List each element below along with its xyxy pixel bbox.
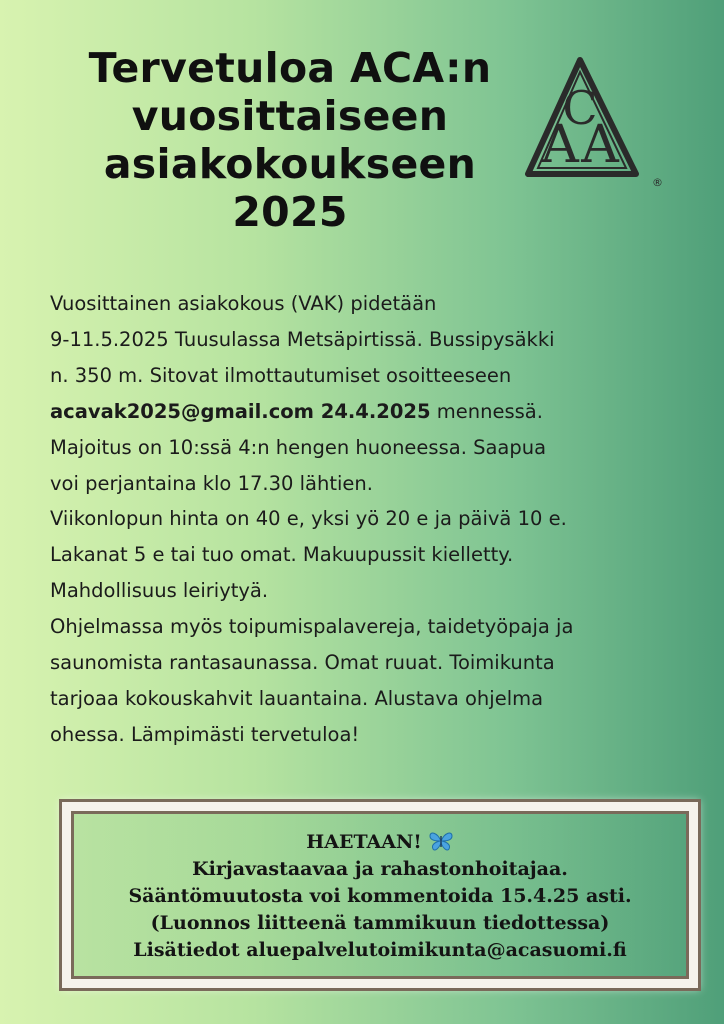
logo-letter-a2: A bbox=[581, 115, 619, 175]
notice-line: Sääntömuutosta voi kommentoida 15.4.25 asti. bbox=[128, 885, 632, 907]
notice-line: (Luonnos liitteenä tammikuun tiedottessa) bbox=[150, 912, 610, 934]
body-line: n. 350 m. Sitovat ilmottautumiset osoitteeseen bbox=[50, 363, 512, 387]
body-line: saunomista rantasaunassa. Omat ruuat. Toimikunta bbox=[50, 651, 555, 675]
logo-letter-a1: A bbox=[541, 115, 579, 175]
body-line: voi perjantaina klo 17.30 lähtien. bbox=[50, 471, 373, 495]
body-line-registration bbox=[50, 394, 690, 430]
aca-logo bbox=[520, 52, 670, 192]
notice-heading: HAETAAN! bbox=[306, 831, 422, 853]
title-line-1: Tervetuloa ACA:n bbox=[88, 44, 492, 92]
notice-heading-row bbox=[71, 829, 689, 856]
title-line-3: asiakokoukseen bbox=[103, 140, 477, 188]
body-line: ohessa. Lämpimästi tervetuloa! bbox=[50, 722, 360, 746]
butterfly-icon bbox=[428, 830, 454, 852]
registered-mark: ® bbox=[652, 176, 663, 189]
body-line: 9-11.5.2025 Tuusulassa Metsäpirtissä. Bussipysäkki bbox=[50, 327, 555, 351]
announcement-body bbox=[50, 286, 690, 753]
body-line: Vuosittainen asiakokous (VAK) pidetään bbox=[50, 292, 437, 315]
body-line: Ohjelmassa myös toipumispalavereja, taidetyöpaja ja bbox=[50, 615, 574, 639]
title-line-4: 2025 bbox=[232, 188, 348, 236]
body-line: Mahdollisuus leiriytyä. bbox=[50, 579, 269, 603]
body-line-suffix: mennessä. bbox=[430, 399, 543, 423]
registration-email-deadline: acavak2025@gmail.com 24.4.2025 bbox=[50, 399, 431, 423]
notice-content bbox=[71, 829, 689, 964]
logo-letter-c: C bbox=[562, 81, 598, 135]
page-title bbox=[50, 44, 530, 236]
body-line: Lakanat 5 e tai tuo omat. Makuupussit kielletty. bbox=[50, 543, 514, 567]
title-line-2: vuosittaiseen bbox=[131, 92, 449, 140]
notice-box bbox=[62, 802, 698, 988]
body-line: tarjoaa kokouskahvit lauantaina. Alustava ohjelma bbox=[50, 686, 544, 710]
body-line: Majoitus on 10:ssä 4:n hengen huoneessa. Saapua bbox=[50, 435, 547, 459]
body-line: Viikonlopun hinta on 40 e, yksi yö 20 e ja päivä 10 e. bbox=[50, 507, 567, 531]
notice-line: Lisätiedot aluepalvelutoimikunta@acasuomi.fi bbox=[133, 939, 627, 961]
notice-line: Kirjavastaavaa ja rahastonhoitajaa. bbox=[192, 858, 568, 880]
